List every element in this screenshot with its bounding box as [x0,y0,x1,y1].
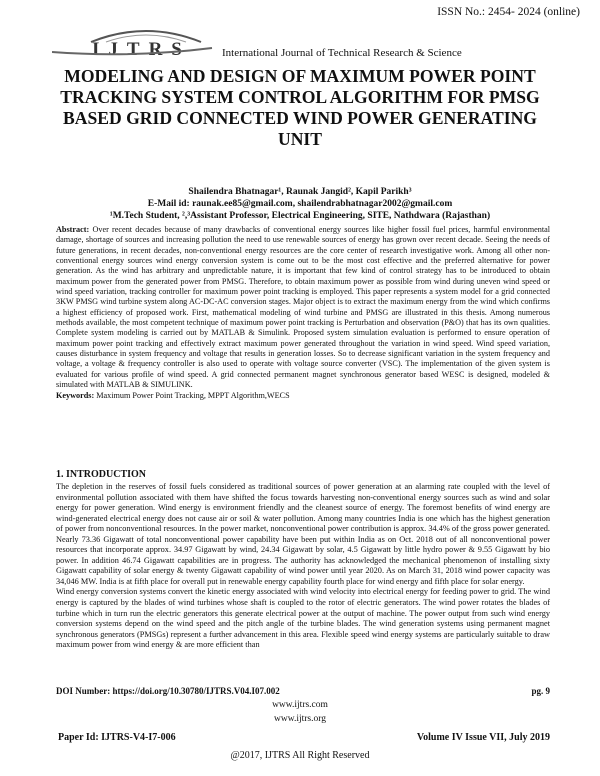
author-block [40,186,560,222]
section-heading: 1. INTRODUCTION [56,469,147,480]
journal-header [52,26,572,60]
volume-issue: Volume IV Issue VII, July 2019 [416,732,550,743]
copyright: @2017, IJTRS All Right Reserved [230,750,370,761]
intro-paragraph-2: Wind energy conversion systems convert the kinetic energy associated with wind velocity into electrical energy for feeding power to grid. The wind energy is captured by the blades of wind turbines whose shaft is coupled to the rotor of electric generators. The wind power rotates the blades of turbine which in turn run the electric generators this generate electrical power at the output of machine. The power output from such wind energy conversion systems depend on the wind speed and the pitch angle of the turbine blades. The wind generation systems using permanent magnet synchronous generators (PMSGs) represent a further advancement in this area. Flexible speed wind energy systems are particularly suitable to draw maximum power from wind energy & are more efficient than [56,587,550,650]
journal-name: International Journal of Technical Research & Science [222,47,462,59]
abstract-label: Abstract: [56,225,90,234]
author-emails: E-Mail id: raunak.ee85@gmail.com, shailendrabhatnagar2002@gmail.com [147,199,453,209]
journal-logo: IJTRS [92,39,191,60]
paper-id: Paper Id: IJTRS-V4-I7-006 [58,732,176,743]
author-names: Shailendra Bhatnagar¹, Raunak Jangid², Kapil Parikh³ [188,187,412,197]
abstract-text: Over recent decades because of many drawbacks of conventional energy sources like higher fossil fuel prices, harmful environmental damage, shortage of sources and increasing pollution the need to use renewable sources of energy has grown over recent decade. Seeing the needs of future generations, in recent decades, non-conventional energy resources are the core center of research investigative work. Among all other non-conventional energy sources wind energy conversion system is come out to be the most cost effective and the preferred alternative for power generation. As the wind has arbitrary and unpredictable nature, it is important that few kind of control strategy has to be introduced to obtain maximum power from the generated power from PMSG. Therefore, to obtain maximum power as possible from wind during uneven wind speed or wind speed variation, tracking controller for maximum power point tracking is employed. This paper represents a system model for a grid connected 3KW PMSG wind turbine system along AC-DC-AC conversion stages. Major object is to extract the maximum energy from the wind which confirms a highest efficiency of proposed work. First, mathematical modeling of wind turbine and PMSG are illustrated in this thesis. Among numerous methods available, the most competent technique of maximum power point tracking is Perturbation and observation (P&O) that has its own qualities. Complete system modeling is carried out by MATLAB & Simulink. Proposed system simulation evaluation is performed to ensure operation of maximum power point tracking and effectively extract maximum power generated throughout the variation in wind speed. Wind speed variation, causes disturbance in system frequency and voltage that results in generation losses. So to decrease significant variation in the system frequency and voltage, a voltage & frequency controller is also used to operate with voltage source converter (VSC). The implementation of the given system is evaluated for various profile of wind speed. A grid connected permanent magnet synchronous generator based WESC is designed, modeled & simulated with MATLAB & SIMULINK. [56,225,551,390]
abstract [56,225,550,401]
keywords-label: Keywords: [56,390,95,400]
author-affiliation: ¹M.Tech Student, ²,³Assistant Professor, Electrical Engineering, SITE, Nathdwara (Rajasthan) [109,211,491,221]
doi-link[interactable]: DOI Number: https://doi.org/10.30780/IJTRS.V04.I07.002 [56,686,280,696]
paper-title: MODELING AND DESIGN OF MAXIMUM POWER POINT TRACKING SYSTEM CONTROL ALGORITHM FOR PMSG BASED GRID CONNECTED WIND POWER GENERATING UNIT [60,66,540,149]
intro-paragraph-1: The depletion in the reserves of fossil fuels considered as traditional sources of power generation at an alarming rate coupled with the level of environmental pollution associated with them have shifted the focus towards harvesting non-conventional energy sources such as wind and solar energy for power generation. Wind energy is environment friendly and the cleanest source of energy. The foremost benefits of wind energy are wind-generated electrical energy does not cause air or soil & water pollution. Among many countries India is one which has the highest generation of power from nonconventional resources. In the power market, nonconventional power contribution is approx. 34.4% of the gross power generated. Nearly 73.36 Gigawatt of total nonconventional power capability have been put within India as on Oct. 2018 out of all nonconventional power resources that incorporate approx. 34.97 Gigawatt by wind, 24.34 Gigawatt by solar, 4.5 Gigawatt by little hydro power & 9.55 Gigawatt by bio power. In addition 46.74 Gigawatt capabilities are in progress. The authority has acknowledged the mechanical phenomenon of installing sixty Gigawatt capability of solar energy & twenty Gigawatt capability of wind power until year 2020. As on March 31, 2018 wind power capacity was 34,046 MW. India is at fifth place for overall put in renewable energy capability fourth place for wind energy and fifth place for solar energy. [56,482,550,586]
keywords-text: Maximum Power Point Tracking, MPPT Algorithm,WECS [96,390,290,400]
page-number: pg. 9 [531,686,550,696]
issn-number: ISSN No.: 2454- 2024 (online) [437,6,580,18]
site-link-com[interactable]: www.ijtrs.com [272,700,328,710]
introduction-body [56,482,550,651]
site-link-org[interactable]: www.ijtrs.org [274,714,326,724]
